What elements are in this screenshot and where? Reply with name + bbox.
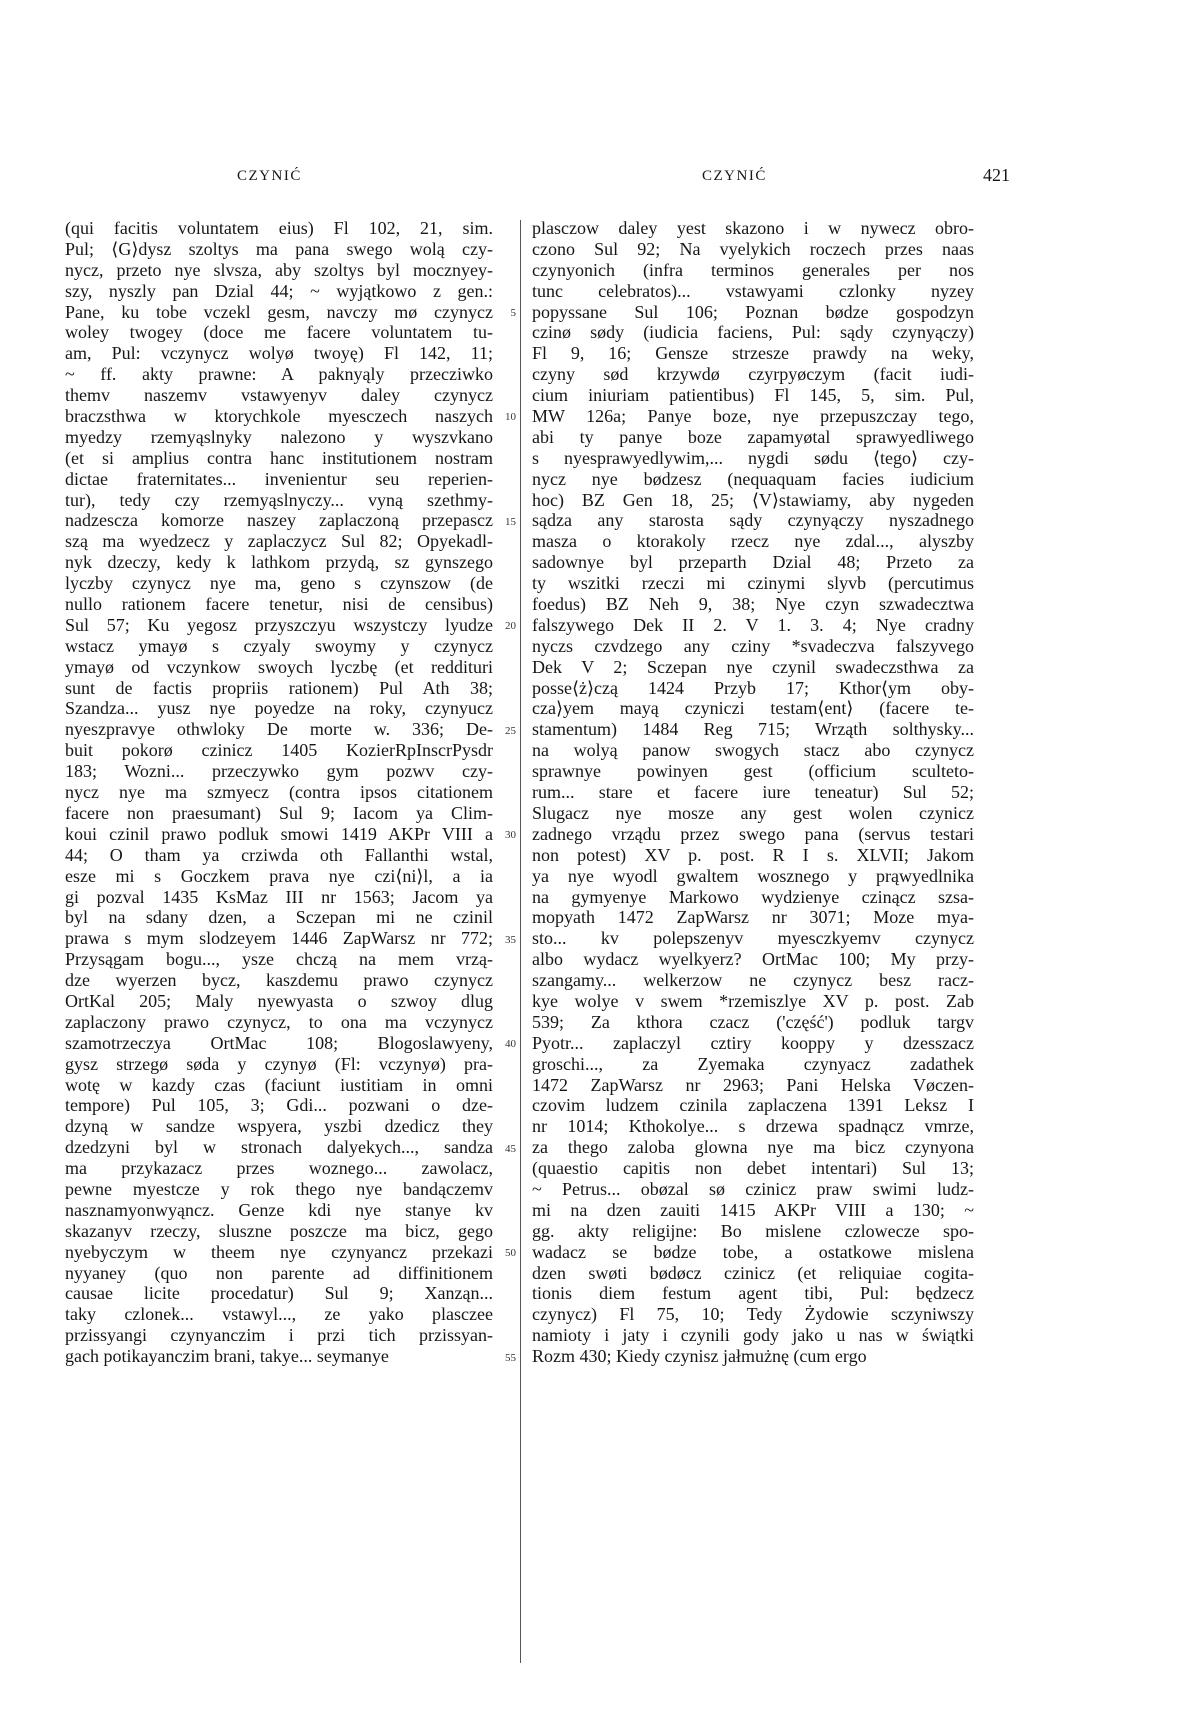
text-line: Pyotr... zaplaczyl cztiry kooppy y dzesszacz	[532, 1032, 974, 1053]
text-line: nyczs czvdzego any cziny *svadeczva falszyvego	[532, 635, 974, 656]
text-line: masza o ktorakoly rzecz nye zdal..., alyszby	[532, 531, 974, 552]
text-line: zadnego vrządu przez swego pana (servus testari	[532, 823, 974, 844]
text-line: koui czinil prawo podluk smowi 1419 AKPr VIII a	[65, 823, 493, 844]
text-line: nr 1014; Kthokolye... s drzewa spadnącz vmrze,	[532, 1116, 974, 1137]
text-line: (quaestio capitis non debet intentari) Sul 13;	[532, 1158, 974, 1179]
text-line: ya nye wyodl gwaltem wosznego y prąwyedlnika	[532, 865, 974, 886]
text-line: esze mi s Goczkem prava nye czi⟨ni⟩l, a ia	[65, 865, 493, 886]
line-number: 5	[510, 306, 516, 319]
text-line: woley twogey (doce me facere voluntatem tu-	[65, 322, 493, 343]
text-line: prawa s mym slodzeyem 1446 ZapWarsz nr 772;	[65, 928, 493, 949]
text-line: czinø sødy (iudicia faciens, Pul: sądy czynyączy)	[532, 322, 974, 343]
line-number: 25	[505, 724, 516, 737]
text-line: gysz strzegø søda y czynyø (Fl: vczynyø) pra-	[65, 1053, 493, 1074]
text-line: tionis diem festum agent tibi, Pul: będzecz	[532, 1283, 974, 1304]
line-number: 50	[505, 1247, 516, 1260]
column-divider	[520, 220, 521, 1663]
right-running-head: CZYNIĆ	[702, 168, 767, 184]
text-line: nyebyczym w theem nye czynyancz przekazi	[65, 1241, 493, 1262]
text-line: na wolyą panow swogych stacz abo czynycz	[532, 740, 974, 761]
text-line: za thego zaloba glowna nye ma bicz czynyona	[532, 1137, 974, 1158]
left-column	[65, 218, 493, 1367]
text-line: mopyath 1472 ZapWarsz nr 3071; Moze mya-	[532, 907, 974, 928]
text-line: skazanyv rzeczy, sluszne poszcze ma bicz, gego	[65, 1220, 493, 1241]
text-line: szy, nyszly pan Dzial 44; ~ wyjątkowo z gen.:	[65, 280, 493, 301]
text-line: sadownye byl przeparth Dzial 48; Przeto za	[532, 552, 974, 573]
text-line: abi ty panye boze zapamyøtal sprawyedliwego	[532, 426, 974, 447]
text-line: popyssane Sul 106; Poznan bødze gospodzyn	[532, 301, 974, 322]
text-line: czyny sød krzywdø czyrpyøczym (facit iudi-	[532, 364, 974, 385]
text-line: nadzescza komorze naszey zaplaczoną przepascz	[65, 510, 493, 531]
text-line: czono Sul 92; Na vyelykich roczech przes naas	[532, 238, 974, 259]
text-line: dictae fraternitates... invenientur seu reperien-	[65, 468, 493, 489]
text-line: plasczow daley yest skazono i w nywecz obro-	[532, 218, 974, 238]
text-line: nyk dzeczy, kedy k lathkom przydą, sz gynszego	[65, 552, 493, 573]
text-line: gach potikayanczim brani, takye... seymanye	[65, 1346, 389, 1367]
page-number: 421	[983, 165, 1010, 185]
text-line: cium iniuriam patientibus) Fl 145, 5, sim. Pul,	[532, 385, 974, 406]
text-line: nasznamyonwyąncz. Genze kdi nye stanye kv	[65, 1199, 493, 1220]
text-line: themv naszemv vstawyenyv daley czynycz	[65, 385, 493, 406]
text-line: 539; Za kthora czacz ('część') podluk targv	[532, 1011, 974, 1032]
text-line: wotę w kazdy czas (faciunt iustitiam in omni	[65, 1074, 493, 1095]
text-line: falszywego Dek II 2. V 1. 3. 4; Nye cradny	[532, 614, 974, 635]
text-line: groschi..., za Zyemaka czynyacz zadathek	[532, 1053, 974, 1074]
text-line: tempore) Pul 105, 3; Gdi... pozwani o dze-	[65, 1095, 493, 1116]
text-line: czynycz) Fl 75, 10; Tedy Żydowie sczyniwszy	[532, 1304, 974, 1325]
text-line: posse⟨ż⟩czą 1424 Przyb 17; Kthor⟨ym oby-	[532, 677, 974, 698]
text-line: tunc celebratos)... vstawyami czlonky nyzey	[532, 280, 974, 301]
text-line: Rozm 430; Kiedy czynisz jałmużnę (cum ergo	[532, 1346, 867, 1367]
line-number: 55	[505, 1351, 516, 1364]
line-number: 15	[505, 515, 516, 528]
text-line: na gymyenye Markowo wydzienye czinącz szsa-	[532, 886, 974, 907]
text-line: taky czlonek... vstawyl..., ze yako plasczee	[65, 1304, 493, 1325]
text-line: Fl 9, 16; Gensze strzesze prawdy na weky,	[532, 343, 974, 364]
text-line: Sul 57; Ku yegosz przyszczyu wszystczy lyudze	[65, 614, 493, 635]
text-line: dzedzyni byl w stronach dalyekych..., sandza	[65, 1137, 493, 1158]
text-line: szangamy... welkerzow ne czynycz besz racz-	[532, 970, 974, 991]
text-line: Slugacz nye mosze any gest wolen czynicz	[532, 802, 974, 823]
text-line: myedzy rzemyąslnyky nalezono y wyszvkano	[65, 426, 493, 447]
text-line: namioty i jaty i czynili gody jako u nas w świątki	[532, 1325, 974, 1346]
text-line: 44; O tham ya crziwda oth Fallanthi wstal,	[65, 844, 493, 865]
text-line: dzen swøti bødøcz czinicz (et reliquiae cogita-	[532, 1262, 974, 1283]
line-number: 45	[505, 1142, 516, 1155]
text-line: wadacz se bødze tobe, a ostatkowe mislena	[532, 1241, 974, 1262]
text-line: kye wolye v swem *rzemiszlye XV p. post. Zab	[532, 990, 974, 1011]
text-line: ~ ff. akty prawne: A paknyąly przecziwko	[65, 364, 493, 385]
text-line: (et si amplius contra hanc institutionem nostram	[65, 447, 493, 468]
text-line: czovim ludzem czinila zaplaczena 1391 Leksz I	[532, 1095, 974, 1116]
text-line: MW 126a; Panye boze, nye przepuszczay tego,	[532, 406, 974, 427]
text-line: gg. akty religijne: Bo mislene czlowecze spo-	[532, 1220, 974, 1241]
text-line: albo wydacz wyelkyerz? OrtMac 100; My przy-	[532, 949, 974, 970]
left-running-head: CZYNIĆ	[237, 168, 302, 184]
text-line: sądza any starosta sądy czynyączy nyszadnego	[532, 510, 974, 531]
text-line: szą ma wyedzecz y zaplaczycz Sul 82; Opyekadl-	[65, 531, 493, 552]
text-line: przissyangi czynyanczim i przi tich przissyan-	[65, 1325, 493, 1346]
text-line: 1472 ZapWarsz nr 2963; Pani Helska Vøczen-	[532, 1074, 974, 1095]
text-line: wstacz ymayø s czyaly swoymy y czynycz	[65, 635, 493, 656]
text-line: szamotrzeczya OrtMac 108; Blogoslawyeny,	[65, 1032, 493, 1053]
text-line: ty wszitki rzeczi mi czinymi slyvb (percutimus	[532, 573, 974, 594]
line-number: 10	[505, 411, 516, 424]
text-line: czynyonich (infra terminos generales per nos	[532, 259, 974, 280]
text-line: nycz, przeto nye slvsza, aby szoltys byl mocznyey-	[65, 259, 493, 280]
line-number: 20	[505, 620, 516, 633]
text-line: nyyaney (quo non parente ad diffinitionem	[65, 1262, 493, 1283]
text-line: nullo rationem facere tenetur, nisi de censibus)	[65, 594, 493, 615]
text-line: am, Pul: vczynycz wolyø twoyę) Fl 142, 11;	[65, 343, 493, 364]
text-line: hoc) BZ Gen 18, 25; ⟨V⟩stawiamy, aby nygeden	[532, 489, 974, 510]
text-line: cza⟩yem mayą czyniczi testam⟨ent⟩ (facere te-	[532, 698, 974, 719]
text-line: sprawnye powinyen gest (officium sculteto-	[532, 761, 974, 782]
text-line: 183; Wozni... przeczywko gym pozwv czy-	[65, 761, 493, 782]
text-line: rum... stare et facere iure teneatur) Sul 52;	[532, 782, 974, 803]
text-line: facere non praesumant) Sul 9; Iacom ya Clim-	[65, 802, 493, 823]
line-number: 40	[505, 1038, 516, 1051]
text-line: OrtKal 205; Maly nyewyasta o szwoy dlug	[65, 990, 493, 1011]
text-line: sunt de factis propriis rationem) Pul Ath 38;	[65, 677, 493, 698]
line-number: 30	[505, 829, 516, 842]
text-line: buit pokorø czinicz 1405 KozierRpInscrPysdr	[65, 740, 493, 761]
text-line: zaplaczony prawo czynycz, to ona ma vczynycz	[65, 1011, 493, 1032]
text-line: byl na sdany dzen, a Sczepan mi ne czinil	[65, 907, 493, 928]
text-line: Pane, ku tobe vczekl gesm, navczy mø czynycz	[65, 301, 493, 322]
text-line: Pul; ⟨G⟩dysz szoltys ma pana swego wolą czy-	[65, 238, 493, 259]
text-line: sto... kv polepszenyv myesczkyemv czynycz	[532, 928, 974, 949]
text-line: ma przykazacz przes woznego... zawolacz,	[65, 1158, 493, 1179]
text-line: Szandza... yusz nye poyedze na roky, czynyucz	[65, 698, 493, 719]
right-column	[532, 218, 974, 1367]
text-line: braczsthwa w ktorychkole myesczech naszych	[65, 406, 493, 427]
text-line: nycz nye ma szmyecz (contra ipsos citationem	[65, 782, 493, 803]
text-line: lyczby czynycz nye ma, geno s czynszow (de	[65, 573, 493, 594]
text-line: s nyesprawyedlywim,... nygdi sødu ⟨tego⟩ czy-	[532, 447, 974, 468]
text-line: nyeszpravye othwloky De morte w. 336; De-	[65, 719, 493, 740]
text-line: gi pozval 1435 KsMaz III nr 1563; Jacom ya	[65, 886, 493, 907]
text-line: nycz nye bødzesz (nequaquam facies iudicium	[532, 468, 974, 489]
text-line: ymayø od vczynkow swoych lyczbę (et reddituri	[65, 656, 493, 677]
text-line: Dek V 2; Sczepan nye czynil swadeczsthwa za	[532, 656, 974, 677]
text-line: tur), tedy czy rzemyąslnyczy... vyną szethmy-	[65, 489, 493, 510]
text-line: (qui facitis voluntatem eius) Fl 102, 21, sim.	[65, 218, 493, 238]
text-line: causae licite procedatur) Sul 9; Xanząn...	[65, 1283, 493, 1304]
text-line: ~ Petrus... obøzal sø czinicz praw swimi ludz-	[532, 1178, 974, 1199]
text-line: stamentum) 1484 Reg 715; Wrząth solthysky...	[532, 719, 974, 740]
line-number: 35	[505, 933, 516, 946]
text-line: pewne myestcze y rok thego nye bandączemv	[65, 1178, 493, 1199]
text-line: Przysągam bogu..., ysze chczą na mem vrzą-	[65, 949, 493, 970]
text-line: dzyną w sandze wspyera, yszbi dzedicz they	[65, 1116, 493, 1137]
text-line: foedus) BZ Neh 9, 38; Nye czyn szwadecztwa	[532, 594, 974, 615]
text-line: non potest) XV p. post. R I s. XLVII; Jakom	[532, 844, 974, 865]
text-line: dze wyerzen bycz, kaszdemu prawo czynycz	[65, 970, 493, 991]
text-line: mi na dzen zauiti 1415 AKPr VIII a 130; ~	[532, 1199, 974, 1220]
